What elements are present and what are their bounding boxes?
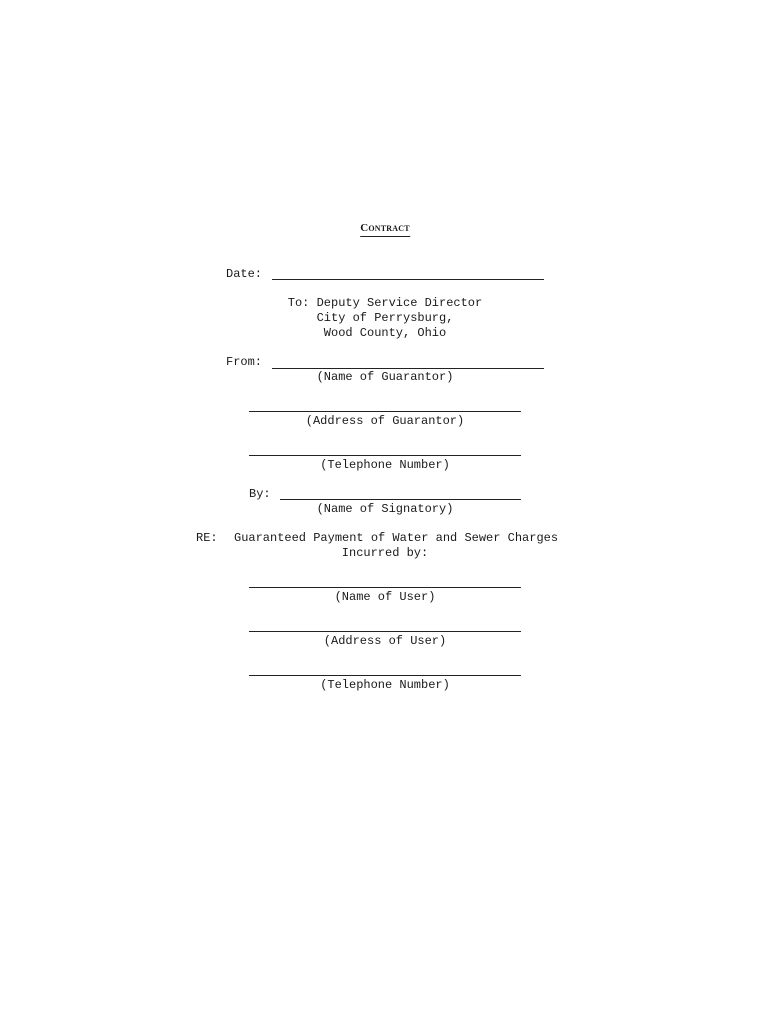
user-address-line[interactable] (249, 631, 521, 632)
address-of-guarantor-caption: (Address of Guarantor) (305, 414, 465, 428)
re-line-2: Incurred by: (341, 546, 429, 560)
user-telephone-line[interactable] (249, 675, 521, 676)
name-of-signatory-caption: (Name of Signatory) (316, 502, 454, 516)
telephone-guarantor-caption: (Telephone Number) (320, 458, 450, 472)
date-field-line[interactable] (272, 279, 544, 280)
guarantor-address-line[interactable] (249, 411, 521, 412)
re-label: RE: (196, 531, 218, 545)
contract-title: Contract (360, 222, 410, 237)
to-line-3: Wood County, Ohio (323, 326, 447, 340)
address-of-user-caption: (Address of User) (323, 634, 447, 648)
to-line-1: To: Deputy Service Director (287, 296, 483, 310)
by-label: By: (249, 487, 271, 501)
guarantor-telephone-line[interactable] (249, 455, 521, 456)
name-of-guarantor-caption: (Name of Guarantor) (316, 370, 454, 384)
by-field-line[interactable] (280, 499, 521, 500)
from-field-line[interactable] (272, 368, 544, 369)
telephone-user-caption: (Telephone Number) (320, 678, 450, 692)
user-name-line[interactable] (249, 587, 521, 588)
name-of-user-caption: (Name of User) (334, 590, 436, 604)
to-line-2: City of Perrysburg, (316, 311, 454, 325)
from-label: From: (226, 355, 263, 369)
date-label: Date: (226, 267, 263, 281)
re-line-1: Guaranteed Payment of Water and Sewer Charges (234, 531, 559, 545)
